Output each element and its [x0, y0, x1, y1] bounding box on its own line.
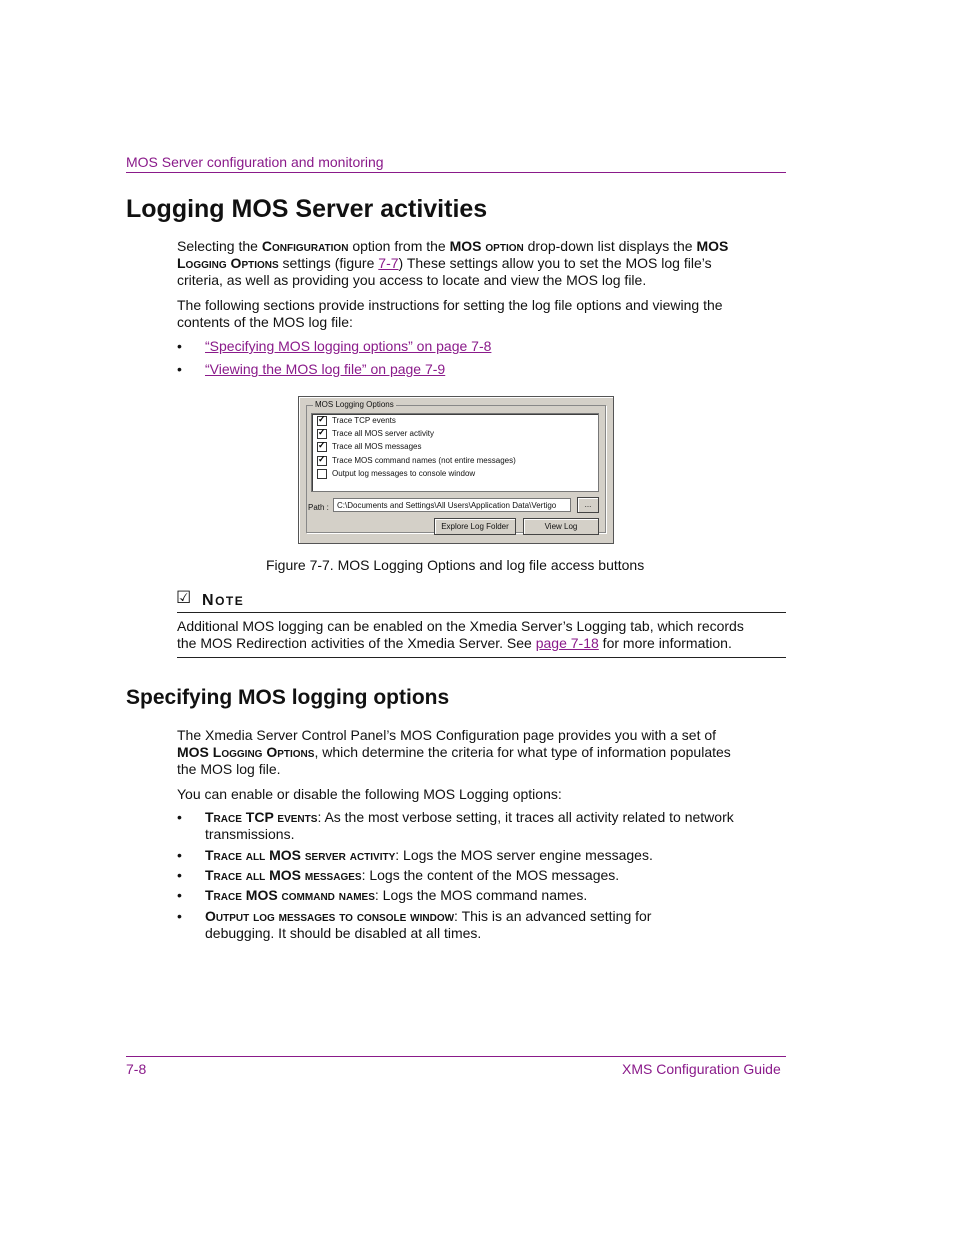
group-label: MOS Logging Options	[315, 400, 394, 409]
list-item	[205, 847, 745, 864]
desc: : Logs the MOS command names.	[374, 887, 588, 903]
option-trace-server-activity[interactable]	[317, 429, 434, 441]
term-mos: MOS	[449, 238, 482, 254]
text: drop-down list displays the	[523, 238, 697, 254]
path-label: Path :	[308, 503, 329, 512]
term-logging-options: Logging Options	[177, 255, 279, 271]
intro-paragraph-1	[177, 238, 742, 289]
term: Trace MOS command names	[205, 887, 375, 903]
desc: : This is an advanced setting for debugging. It should be disabled at all times.	[205, 908, 652, 941]
path-input[interactable]: C:\Documents and Settings\All Users\Application Data\Vertigo	[333, 498, 571, 512]
option-label: Trace MOS command names (not entire messages)	[332, 456, 516, 466]
option-label: Output log messages to console window	[332, 469, 476, 479]
note-text	[177, 618, 747, 652]
text: Selecting the	[177, 238, 262, 254]
desc: : Logs the content of the MOS messages.	[361, 867, 620, 883]
list-item	[205, 908, 695, 942]
section-heading: Specifying MOS logging options	[126, 686, 450, 709]
footer-rule	[126, 1056, 786, 1057]
term: Trace all MOS messages	[205, 867, 362, 883]
checkbox-unchecked-icon[interactable]	[317, 469, 327, 479]
browse-button[interactable]: ...	[577, 497, 599, 513]
term: Output log messages to console window	[205, 908, 455, 924]
desc: : As the most verbose setting, it traces all activity related to network transmissions.	[205, 809, 734, 842]
option-trace-tcp[interactable]	[317, 416, 396, 428]
checkbox-checked-icon[interactable]	[317, 416, 327, 426]
logging-options-group	[306, 400, 606, 533]
link-viewing-log[interactable]: “Viewing the MOS log file” on page 7-9	[205, 361, 446, 377]
term: Trace all MOS server activity	[205, 847, 396, 863]
term-configuration: Configuration	[261, 238, 349, 254]
note-page-link[interactable]: page 7-18	[535, 635, 599, 651]
figure-link[interactable]: 7-7	[378, 255, 399, 271]
text: ) These settings allow you to set the MOS log file’s criteria, as well as providing you access to locate and view the MOS log file.	[177, 255, 712, 288]
term-mos: MOS	[696, 238, 729, 254]
note-checkbox-icon: ☑	[176, 588, 192, 607]
page-number: 7-8	[126, 1061, 147, 1077]
list-item	[205, 887, 745, 904]
text: , which determine the criteria for what type of information populates the MOS log file.	[177, 744, 731, 777]
note-bottom-rule	[177, 657, 786, 658]
bullet: •	[177, 908, 182, 924]
option-label: Trace all MOS messages	[332, 442, 422, 452]
checkbox-checked-icon[interactable]	[317, 429, 327, 439]
checkbox-checked-icon[interactable]	[317, 456, 327, 466]
term-option: option	[481, 238, 524, 254]
bullet: •	[177, 867, 182, 883]
desc: : Logs the MOS server engine messages.	[395, 847, 653, 863]
guide-title: XMS Configuration Guide	[622, 1061, 781, 1077]
checkbox-checked-icon[interactable]	[317, 442, 327, 452]
list-item	[205, 809, 745, 843]
text: The Xmedia Server Control Panel’s MOS Configuration page provides you with a set of	[177, 727, 717, 743]
section-paragraph-1	[177, 727, 747, 778]
bullet: •	[177, 361, 182, 377]
term-mos: MOS	[177, 744, 209, 760]
mos-logging-options-dialog	[298, 396, 614, 544]
list-item	[205, 867, 745, 884]
bullet: •	[177, 809, 182, 825]
bullet: •	[177, 887, 182, 903]
options-listbox	[311, 413, 599, 492]
option-label: Trace all MOS server activity	[332, 429, 434, 439]
text: settings (figure	[278, 255, 379, 271]
intro-paragraph-2: The following sections provide instructions for setting the log file options and viewing the contents of the MOS log file:	[177, 297, 723, 330]
figure-caption: Figure 7-7. MOS Logging Options and log file access buttons	[266, 557, 645, 573]
term: Trace TCP events	[205, 809, 318, 825]
page-title: Logging MOS Server activities	[126, 195, 488, 223]
note-top-rule	[177, 612, 786, 613]
text: Additional MOS logging can be enabled on the Xmedia Server’s Logging tab, which records the MOS Redirection activities of the Xmedia Server. See	[177, 618, 744, 651]
bullet: •	[177, 338, 182, 354]
note-title: NOTE	[202, 592, 245, 609]
header-rule	[126, 172, 786, 173]
option-label: Trace TCP events	[332, 416, 396, 426]
text: for more information.	[598, 635, 732, 651]
option-trace-mos-messages[interactable]	[317, 442, 422, 454]
text: option from the	[348, 238, 450, 254]
option-output-console[interactable]	[317, 469, 475, 481]
running-head: MOS Server configuration and monitoring	[126, 154, 384, 170]
option-trace-command-names[interactable]	[317, 456, 516, 468]
section-paragraph-2: You can enable or disable the following MOS Logging options:	[177, 786, 562, 802]
explore-log-folder-button[interactable]: Explore Log Folder	[434, 518, 516, 535]
link-specifying-options[interactable]: “Specifying MOS logging options” on page 7-8	[205, 338, 492, 354]
term-logging-options: Logging Options	[212, 744, 315, 760]
view-log-button[interactable]: View Log	[523, 518, 599, 535]
bullet: •	[177, 847, 182, 863]
